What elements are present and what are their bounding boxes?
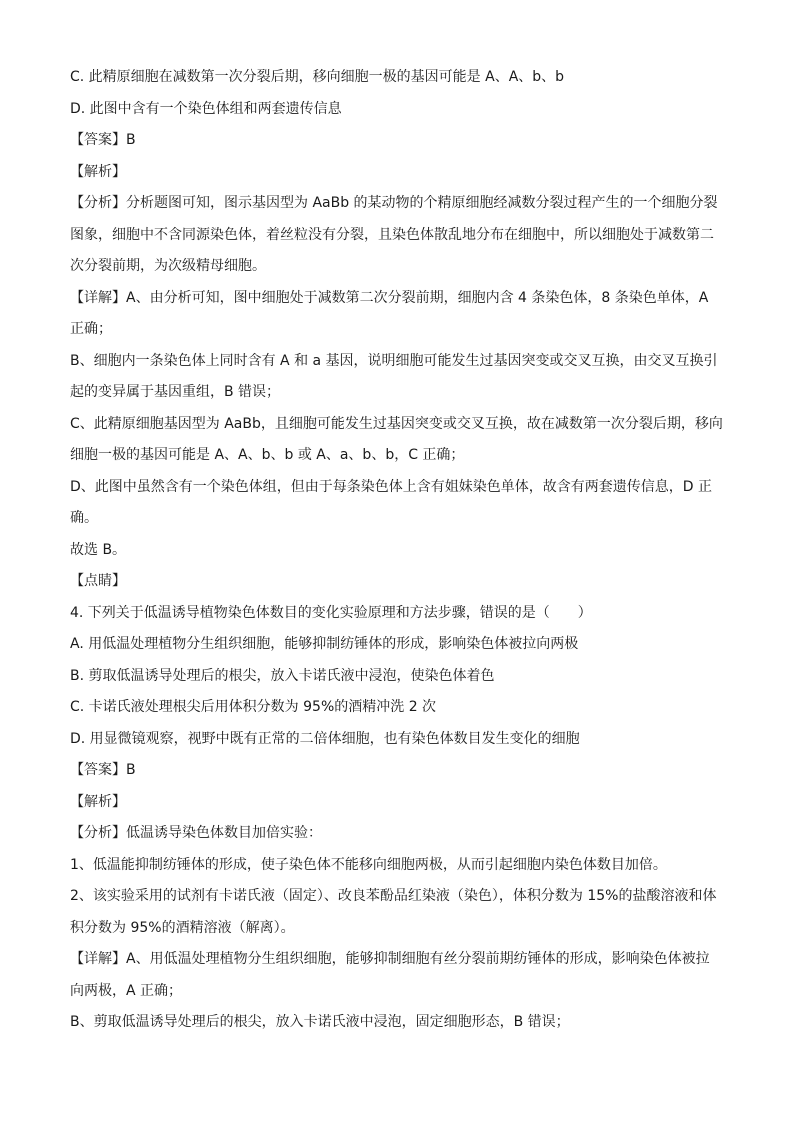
analysis-paragraph-1-line-2: 图象，细胞中不含同源染色体，着丝粒没有分裂，且染色体散乱地分布在细胞中，所以细胞处于减数第二 (70, 226, 714, 243)
detail-d-line-1: D、此图中虽然含有一个染色体组，但由于每条染色体上含有姐妹染色单体，故含有两套遗传信息，D 正 (70, 478, 713, 495)
analysis-paragraph-1-line-1: 【分析】分析题图可知，图示基因型为 AaBb 的某动物的个精原细胞经减数分裂过程产生的一个细胞分裂 (70, 195, 718, 211)
detail-a-line-2: 正确； (70, 321, 112, 337)
detail-c-line-1: C、此精原细胞基因型为 AaBb，且细胞可能发生过基因突变或交叉互换，故在减数第一次分裂后期，移向 (70, 415, 723, 432)
detail-2-a-line-1: 【详解】A、用低温处理植物分生组织细胞，能够抑制细胞有丝分裂前期纺锤体的形成，影响染色体被拉 (70, 951, 710, 967)
comment-heading-1: 【点睛】 (70, 573, 126, 589)
analysis-heading-2: 【解析】 (70, 793, 126, 810)
detail-b-line-2: 起的变异属于基因重组，B 错误； (70, 384, 281, 400)
question-4-option-d: D. 用显微镜观察，视野中既有正常的二倍体细胞，也有染色体数目发生变化的细胞 (70, 730, 580, 747)
option-c-previous: C. 此精原细胞在减数第一次分裂后期，移向细胞一极的基因可能是 A、A、b、b (70, 69, 565, 85)
document-page (70, 62, 730, 1039)
question-4-option-b: B. 剪取低温诱导处理后的根尖，放入卡诺氏液中浸泡，使染色体着色 (70, 667, 495, 684)
detail-d-line-2: 确。 (70, 510, 98, 526)
analysis-point-1: 1、低温能抑制纺锤体的形成，使子染色体不能移向细胞两极，从而引起细胞内染色体数目加倍。 (70, 856, 667, 873)
analysis-heading-1: 【解析】 (70, 163, 126, 180)
option-d-previous: D. 此图中含有一个染色体组和两套遗传信息 (70, 100, 342, 117)
detail-c-line-2: 细胞一极的基因可能是 A、A、b、b 或 A、a、b、b，C 正确； (70, 447, 465, 463)
analysis-paragraph-1-line-3: 次分裂前期，为次级精母细胞。 (70, 258, 266, 274)
analysis-point-2-line-2: 积分数为 95%的酒精溶液（解离）。 (70, 919, 295, 936)
question-4-stem: 4. 下列关于低温诱导植物染色体数目的变化实验原理和方法步骤，错误的是（ ） (70, 604, 592, 621)
detail-2-a-line-2: 向两极，A 正确； (70, 982, 183, 999)
detail-a-line-1: 【详解】A、由分析可知，图中细胞处于减数第二次分裂前期，细胞内含 4 条染色体，8 条染色单体，A (70, 289, 709, 306)
analysis-point-2-line-1: 2、该实验采用的试剂有卡诺氏液（固定）、改良苯酚品红染液（染色），体积分数为 15%的盐酸溶液和体 (70, 888, 717, 904)
answer-label-2: 【答案】B (70, 762, 136, 778)
conclusion-1: 故选 B。 (70, 541, 127, 558)
question-4-option-a: A. 用低温处理植物分生组织细胞，能够抑制纺锤体的形成，影响染色体被拉向两极 (70, 636, 579, 652)
question-4-option-c: C. 卡诺氏液处理根尖后用体积分数为 95%的酒精冲洗 2 次 (70, 699, 437, 715)
detail-2-b-line-1: B、剪取低温诱导处理后的根尖，放入卡诺氏液中浸泡，固定细胞形态，B 错误； (70, 1014, 570, 1030)
detail-b-line-1: B、细胞内一条染色体上同时含有 A 和 a 基因，说明细胞可能发生过基因突变或交叉互换，由交叉互换引 (70, 352, 718, 369)
answer-label-1: 【答案】B (70, 132, 136, 148)
analysis-paragraph-2-title: 【分析】低温诱导染色体数目加倍实验： (70, 825, 322, 841)
